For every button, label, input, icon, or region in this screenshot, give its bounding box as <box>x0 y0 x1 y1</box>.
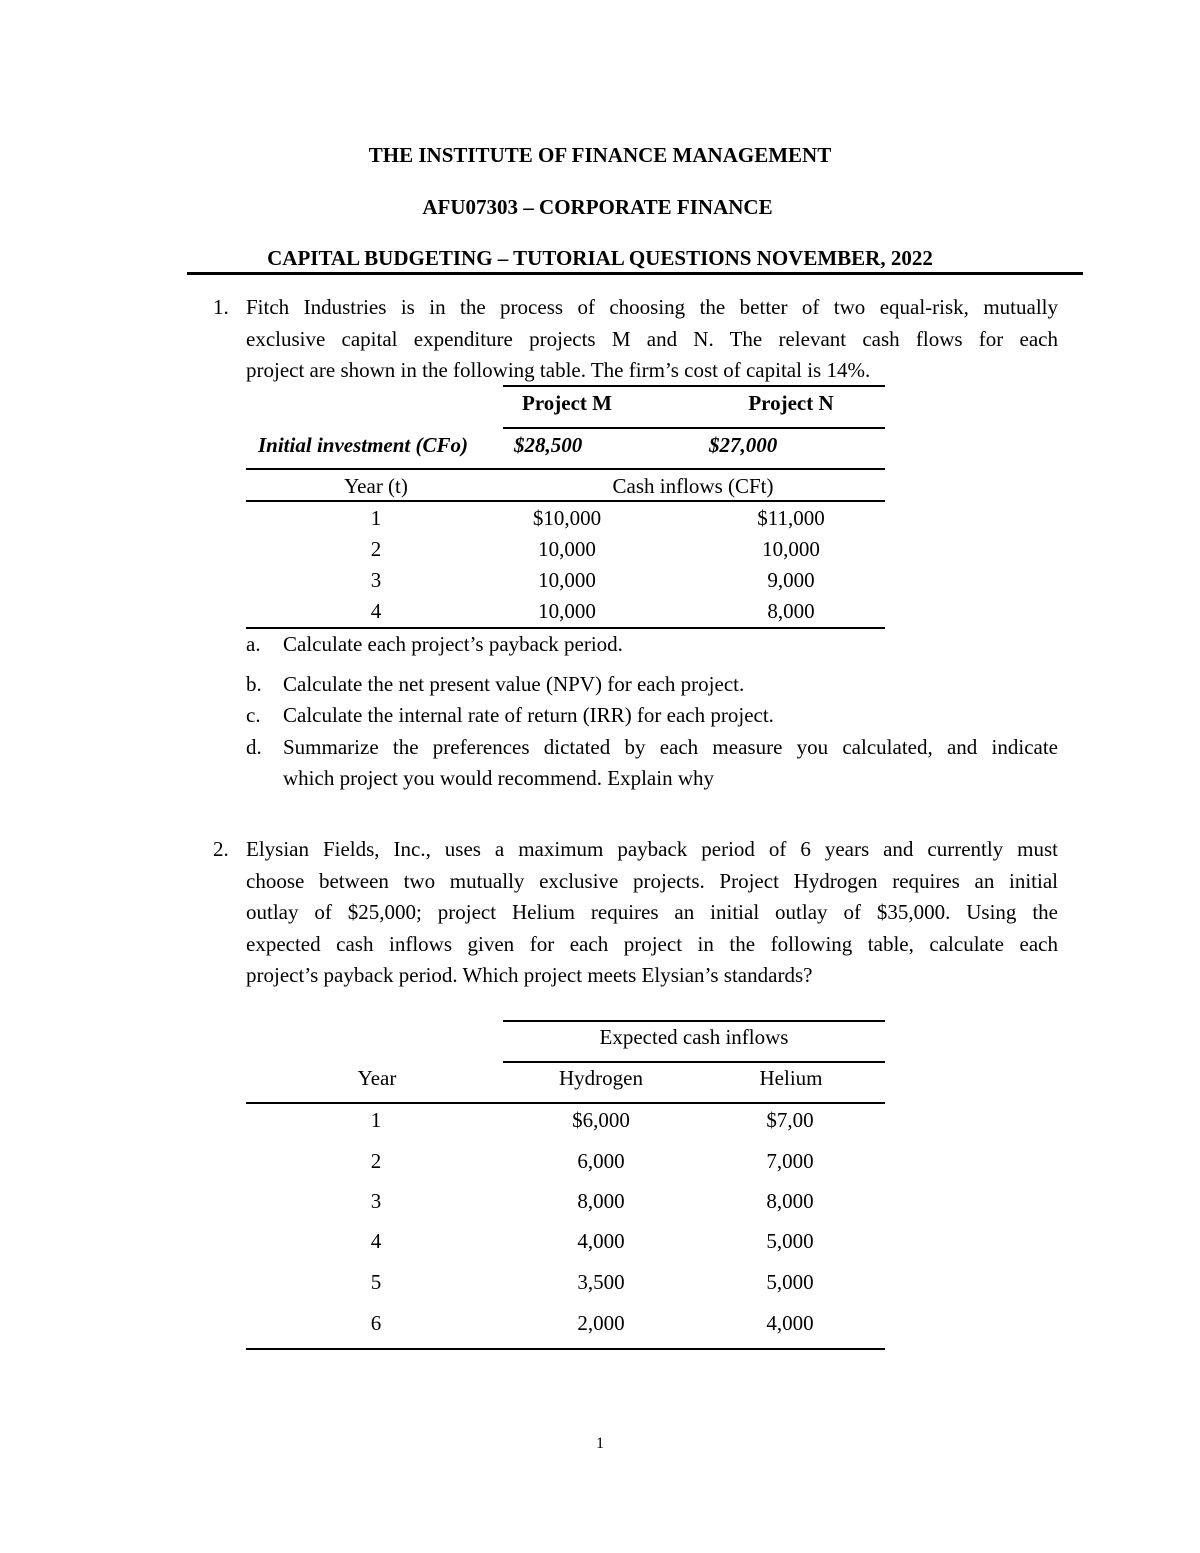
project-m-cell: 10,000 <box>538 537 596 561</box>
helium-cell: 5,000 <box>766 1229 814 1253</box>
q2-line: expected cash inflows given for each project in the following table, calculate each <box>246 931 1058 956</box>
institute-title: THE INSTITUTE OF FINANCE MANAGEMENT <box>368 143 832 167</box>
year-cell: 1 <box>370 1108 382 1132</box>
q2-paragraph <box>246 834 1058 992</box>
year-cell: 4 <box>370 1229 382 1253</box>
table-rule <box>246 468 885 470</box>
q1-paragraph <box>246 292 1058 387</box>
q1-line: exclusive capital expenditure projects M and N. The relevant cash flows for each <box>246 326 1058 351</box>
q2-number: 2. <box>213 837 229 861</box>
year-cell: 6 <box>370 1311 382 1335</box>
hydrogen-cell: 3,500 <box>577 1270 625 1294</box>
project-n-cell: 10,000 <box>762 537 820 561</box>
q1-line: Fitch Industries is in the process of choosing the better of two equal-risk, mutually <box>246 295 1058 319</box>
col-hydrogen: Hydrogen <box>559 1066 643 1090</box>
helium-cell: 7,000 <box>766 1149 814 1173</box>
hydrogen-cell: 4,000 <box>577 1229 625 1253</box>
year-cell: 4 <box>370 599 382 623</box>
year-cell: 1 <box>370 506 382 530</box>
q2-line: project’s payback period. Which project meets Elysian’s standards? <box>246 963 813 987</box>
table-rule <box>246 500 885 502</box>
project-m-cell: 10,000 <box>538 568 596 592</box>
table-rule <box>503 1061 885 1063</box>
col-project-m: Project M <box>522 391 612 415</box>
cash-inflows-header: Cash inflows (CFt) <box>612 474 774 498</box>
q1-number: 1. <box>213 295 229 319</box>
helium-cell: $7,00 <box>766 1108 814 1132</box>
project-m-cell: $10,000 <box>532 506 602 530</box>
year-cell: 3 <box>370 568 382 592</box>
part-text: Summarize the preferences dictated by each measure you calculated, and indicate <box>283 735 1058 759</box>
course-title: AFU07303 – CORPORATE FINANCE <box>422 195 773 219</box>
table-rule <box>246 627 885 629</box>
header-rule <box>187 272 1083 275</box>
part-label: a. <box>246 632 261 656</box>
year-cell: 3 <box>370 1189 382 1213</box>
col-helium: Helium <box>759 1066 823 1090</box>
col-project-n: Project N <box>748 391 834 415</box>
year-header: Year (t) <box>344 474 408 498</box>
table-rule <box>503 385 885 387</box>
helium-cell: 4,000 <box>766 1311 814 1335</box>
helium-cell: 8,000 <box>766 1189 814 1213</box>
part-label: b. <box>246 672 262 696</box>
project-n-cell: $11,000 <box>757 506 825 530</box>
part-label: c. <box>246 703 261 727</box>
tutorial-title: CAPITAL BUDGETING – TUTORIAL QUESTIONS NOVEMBER, 2022 <box>267 246 933 270</box>
initial-investment-label: Initial investment (CFo) <box>258 433 469 457</box>
hydrogen-cell: 8,000 <box>577 1189 625 1213</box>
year-cell: 2 <box>370 537 382 561</box>
q2-line: outlay of $25,000; project Helium requires an initial outlay of $35,000. Using the <box>246 900 1058 924</box>
table-rule <box>503 427 885 429</box>
part-text: Calculate the internal rate of return (IRR) for each project. <box>283 703 774 727</box>
year-cell: 2 <box>370 1149 382 1173</box>
q1-line: project are shown in the following table. The firm’s cost of capital is 14%. <box>246 358 871 382</box>
table-rule <box>246 1102 885 1104</box>
part-text: Calculate the net present value (NPV) for each project. <box>283 672 745 696</box>
hydrogen-cell: 6,000 <box>577 1149 625 1173</box>
table-rule <box>503 1020 885 1022</box>
year-cell: 5 <box>370 1270 382 1294</box>
page-number: 1 <box>596 1435 604 1452</box>
hydrogen-cell: $6,000 <box>572 1108 630 1132</box>
expected-cash-inflows-header: Expected cash inflows <box>599 1025 789 1049</box>
q2-line: choose between two mutually exclusive projects. Project Hydrogen requires an initial <box>246 868 1058 893</box>
project-n-cell: 9,000 <box>767 568 815 592</box>
initial-investment-n: $27,000 <box>709 433 778 457</box>
helium-cell: 5,000 <box>766 1270 814 1294</box>
part-label: d. <box>246 735 262 759</box>
table-rule <box>246 1348 885 1350</box>
project-n-cell: 8,000 <box>767 599 815 623</box>
q2-line: Elysian Fields, Inc., uses a maximum payback period of 6 years and currently must <box>246 837 1058 861</box>
hydrogen-cell: 2,000 <box>577 1311 625 1335</box>
project-m-cell: 10,000 <box>538 599 596 623</box>
year-header: Year <box>357 1066 397 1090</box>
part-text-continued: which project you would recommend. Explain why <box>283 766 714 790</box>
initial-investment-m: $28,500 <box>514 433 583 457</box>
part-text: Calculate each project’s payback period. <box>283 632 623 656</box>
